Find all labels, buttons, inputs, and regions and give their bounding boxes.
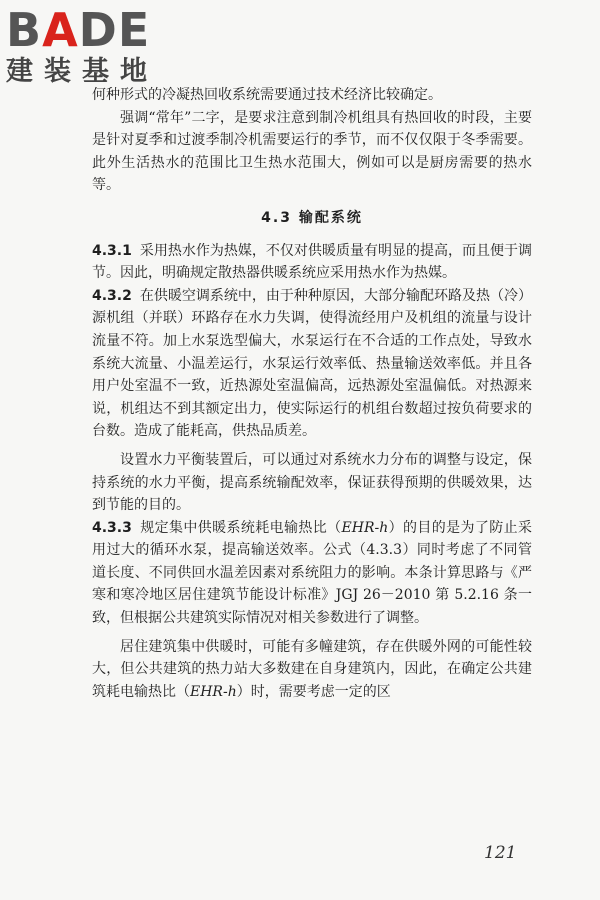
clause-text: 采用热水作为热媒，不仅对供暖质量有明显的提高，而且便于调节。因此，明确规定散热器供暖系统应采用热水作为热媒。 — [92, 242, 532, 282]
logo-subtitle: 建装基地 — [6, 56, 158, 87]
paragraph-continuation: 何种形式的冷凝热回收系统需要通过技术经济比较确定。 — [92, 87, 442, 103]
clause-4-3-2 — [92, 285, 532, 443]
page-number: 121 — [484, 843, 517, 863]
paragraph-residential-heating: 居住建筑集中供暖时，可能有多幢建筑，存在供暖外网的可能性较大，但公共建筑的热力站大多数建在自身建筑内，因此，在确定公共建筑耗电输热比（EHR-h）时，需要考虑一定的区 — [92, 638, 532, 700]
ehr-h-term: EHR-h — [190, 683, 237, 700]
bade-logo — [6, 4, 176, 94]
paragraph-hydraulic-balance: 设置水力平衡装置后，可以通过对系统水力分布的调整与设定，保持系统的水力平衡，提高系统输配效率，保证获得预期的供暖效果，达到节能的目的。 — [92, 451, 532, 514]
clause-number: 4.3.3 — [92, 519, 132, 536]
clause-4-3-1 — [92, 240, 532, 285]
clause-number: 4.3.2 — [92, 287, 132, 304]
section-heading: 4.3 输配系统 — [261, 209, 363, 226]
ehr-h-term: EHR-h — [341, 519, 389, 536]
logo-accent-letter: A — [42, 3, 79, 57]
page-body — [92, 84, 532, 703]
clause-text: 在供暖空调系统中，由于种种原因，大部分输配环路及热（冷）源机组（并联）环路存在水力失调，使得流经用户及机组的流量与设计流量不符。加上水泵选型偏大，水泵运行在不合适的工作点处，导致水系统大流量、小温差运行，水泵运行效率低、热量输送效率低。并且各用户处室温不一致，近热源处室温偏高，远热源处室温偏低。对热源来说，机组达不到其额定出力，使实际运行的机组台数超过按负荷要求的台数。造成了能耗高，供热品质差。 — [92, 287, 532, 440]
paragraph-emphasis-note: 强调“常年”二字，是要求注意到制冷机组具有热回收的时段，主要是针对夏季和过渡季制冷机需要运行的季节，而不仅仅限于冬季需要。此外生活热水的范围比卫生热水范围大，例如可以是厨房需要的热水等。 — [92, 109, 532, 194]
clause-number: 4.3.1 — [92, 242, 132, 259]
clause-4-3-3: 4.3.3 规定集中供暖系统耗电输热比（EHR-h）的目的是为了防止采用过大的循环水泵，提高输送效率。公式（4.3.3）同时考虑了不同管道长度、不同供回水温差因素对系统阻力的影响。本条计算思路与《严寒和寒冷地区居住建筑节能设计标准》JGJ 26－2010 第 5.2.16 条一致，但根据公共建筑实际情况对相关参数进行了调整。 — [92, 519, 533, 627]
logo-wordmark: BADE — [6, 3, 151, 57]
